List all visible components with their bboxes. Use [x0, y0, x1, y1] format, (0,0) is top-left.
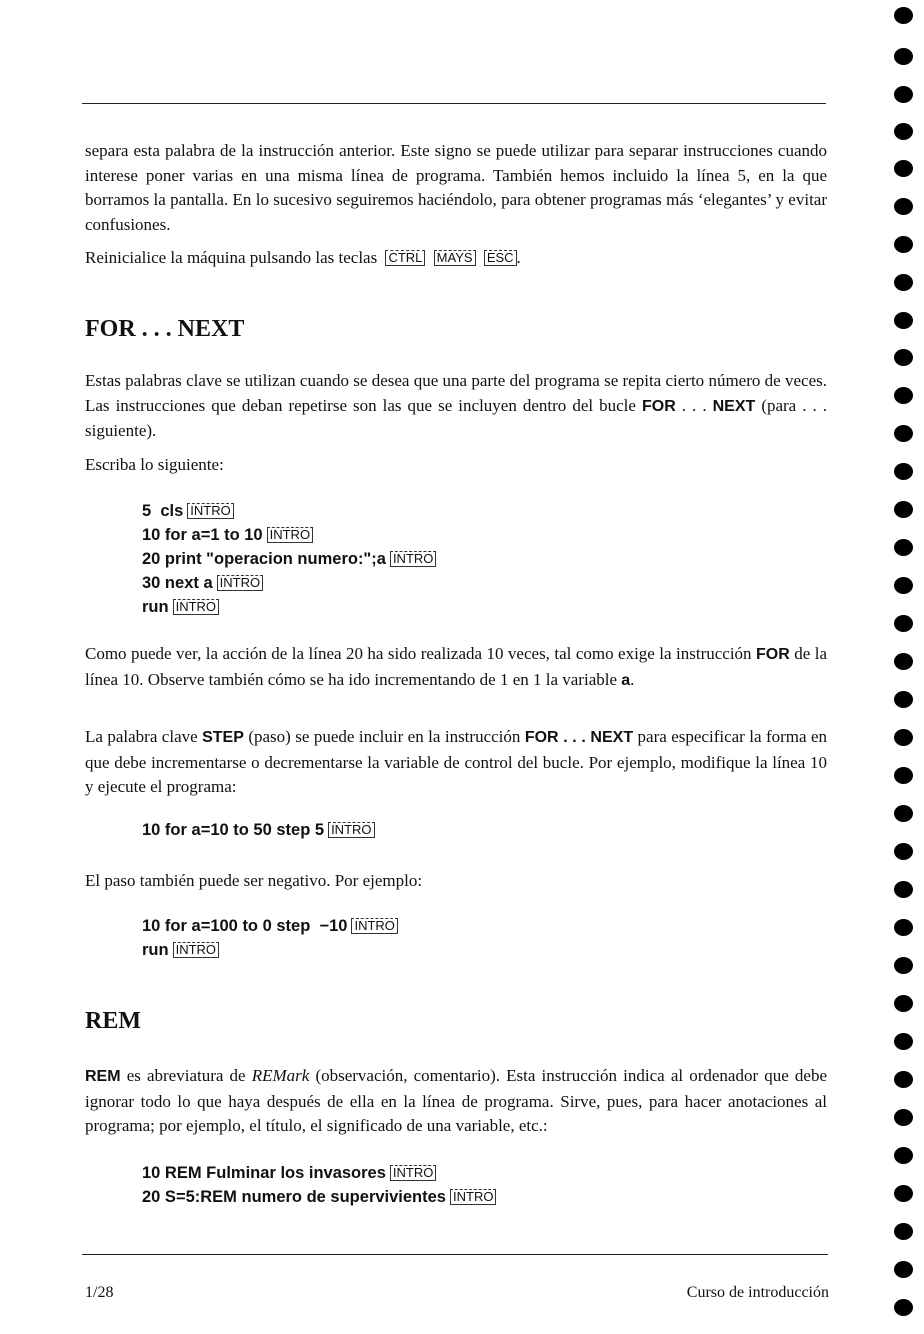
binding-hole-icon [894, 881, 913, 898]
code-line [142, 523, 436, 547]
key-intro: INTRO [390, 551, 436, 567]
binding-hole-icon [894, 48, 913, 65]
binding-hole-icon [894, 425, 913, 442]
paragraph-text: de la línea 10. Observe también cómo se ha ido incrementando de 1 en 1 la variable [85, 644, 827, 689]
key-intro: INTRO [351, 918, 397, 934]
binding-hole-icon [894, 843, 913, 860]
binding-hole-icon [894, 274, 913, 291]
code-line [142, 1161, 496, 1185]
emphasis-remark: REMark [251, 1066, 310, 1085]
heading-for-next: FOR . . . NEXT [85, 316, 245, 342]
paragraph-text: Estas palabras clave se utilizan cuando se desea que una parte del programa se repita cierto número de veces. Las instrucciones que deban repetirse son las que se incluyen dentro del bucle [85, 371, 827, 415]
code-line [142, 1185, 496, 1209]
key-intro: INTRO [390, 1165, 436, 1181]
binding-hole-icon [894, 805, 913, 822]
keyword-for: FOR [756, 646, 790, 663]
key-intro: INTRO [267, 527, 313, 543]
binding-hole-icon [894, 995, 913, 1012]
paragraph-text: (paso) se puede incluir en la instrucción [248, 727, 521, 746]
ellipsis: . . . [681, 395, 707, 415]
paragraph-text: (observación, comentario). Esta instrucción indica al ordenador que debe ignorar todo lo que haya después de ella en la línea de programa. Sirve, pues, para hacer anotaciones al programa; por ejemplo, el título, el significado de una variable, etc.: [85, 1066, 827, 1135]
paragraph-step [85, 725, 827, 800]
code-text: run [142, 941, 169, 959]
paragraph-text: separa esta palabra de la instrucción anterior. Este signo se puede utilizar para separar instrucciones cuando interese poner varias en una misma línea de programa. También hemos incluido la línea 5, en la que borramos la pantalla. En lo sucesivo seguiremos haciéndolo, para obtener programas más ‘elegantes’ y evitar confusiones. [85, 141, 827, 234]
paragraph-text: Reinicialice la máquina pulsando las teclas [85, 248, 378, 267]
paragraph-text: (para . . . siguiente). [85, 395, 828, 440]
paragraph-text: Como puede ver, la acción de la línea 20 ha sido realizada 10 veces, tal como exige la instrucción [85, 644, 752, 663]
paragraph-text: La palabra clave [85, 727, 198, 746]
binding-hole-icon [894, 198, 913, 215]
binding-hole-icon [894, 539, 913, 556]
code-text: 10 REM Fulminar los invasores [142, 1164, 386, 1182]
binding-hole-icon [894, 1185, 913, 1202]
binding-hole-icon [894, 1299, 913, 1316]
binding-hole-icon [894, 1071, 913, 1088]
code-line [142, 547, 436, 571]
binding-hole-icon [894, 957, 913, 974]
keyword-rem: REM [85, 1068, 121, 1085]
binding-hole-icon [894, 919, 913, 936]
code-text: run [142, 598, 169, 616]
code-line [142, 499, 436, 523]
binding-hole-icon [894, 577, 913, 594]
keyword-for-next: FOR . . . NEXT [524, 729, 634, 746]
punctuation: . [630, 669, 635, 689]
binding-hole-icon [894, 160, 913, 177]
code-line [142, 818, 375, 842]
paragraph-text: es abreviatura de [126, 1066, 246, 1085]
binding-hole-icon [894, 123, 913, 140]
binding-hole-icon [894, 691, 913, 708]
key-intro: INTRO [173, 942, 219, 958]
variable-a: a [621, 671, 631, 689]
binding-hole-icon [894, 729, 913, 746]
paragraph-result [85, 642, 827, 693]
key-intro: INTRO [173, 599, 219, 615]
key-esc: ESC [484, 250, 517, 266]
code-block-for [142, 499, 436, 619]
paragraph-type-following: Escriba lo siguiente: [85, 455, 224, 474]
key-intro: INTRO [187, 503, 233, 519]
binding-hole-icon [894, 236, 913, 253]
key-intro: INTRO [217, 575, 263, 591]
top-rule [82, 103, 826, 104]
binding-hole-icon [894, 387, 913, 404]
binding-hole-icon [894, 1033, 913, 1050]
code-text: 10 for a=1 to 10 [142, 526, 263, 544]
code-text: 5 cls [142, 502, 184, 520]
keyword-next: NEXT [712, 397, 756, 415]
code-text: 10 for a=100 to 0 step −10 [142, 917, 348, 935]
code-block-step [142, 818, 375, 842]
code-text: 30 next a [142, 574, 213, 592]
bottom-rule [82, 1254, 828, 1255]
binding-hole-icon [894, 501, 913, 518]
binding-hole-icon [894, 615, 913, 632]
keyword-for: FOR [641, 397, 676, 415]
punctuation: . [516, 248, 521, 267]
code-line [142, 914, 398, 938]
footer-title: Curso de introducción [686, 1284, 829, 1301]
code-text: 20 S=5:REM numero de supervivientes [142, 1188, 446, 1206]
key-intro: INTRO [328, 822, 374, 838]
key-intro: INTRO [450, 1189, 496, 1205]
binding-hole-icon [894, 349, 913, 366]
binding-hole-icon [894, 86, 913, 103]
binding-hole-icon [894, 653, 913, 670]
code-block-rem [142, 1161, 496, 1209]
page-number: 1/28 [85, 1284, 114, 1301]
binding-hole-icon [894, 463, 913, 480]
binding-hole-icon [894, 7, 913, 24]
paragraph-rem [85, 1064, 827, 1139]
paragraph-intro [85, 139, 827, 237]
paragraph-negative-step: El paso también puede ser negativo. Por ejemplo: [85, 871, 423, 890]
heading-rem: REM [85, 1008, 141, 1034]
binding-hole-icon [894, 1147, 913, 1164]
paragraph-text: para especificar la forma en que debe incrementarse o decrementarse la variable de control del bucle. Por ejemplo, modifique la línea 10 y ejecute el programa: [85, 727, 828, 796]
keyword-step: STEP [202, 729, 244, 746]
paragraph-for-description [85, 369, 827, 444]
binding-hole-icon [894, 1223, 913, 1240]
binding-holes [894, 0, 924, 1334]
code-text: 10 for a=10 to 50 step 5 [142, 821, 325, 839]
binding-hole-icon [894, 1261, 913, 1278]
code-block-negative [142, 914, 398, 962]
code-line [142, 938, 398, 962]
code-text: 20 print "operacion numero:";a [142, 550, 386, 568]
paragraph-reset [85, 246, 827, 271]
binding-hole-icon [894, 767, 913, 784]
code-line [142, 571, 436, 595]
binding-hole-icon [894, 1109, 913, 1126]
binding-hole-icon [894, 312, 913, 329]
key-ctrl: CTRL [385, 250, 425, 266]
key-mays: MAYS [434, 250, 476, 266]
code-line [142, 595, 436, 619]
